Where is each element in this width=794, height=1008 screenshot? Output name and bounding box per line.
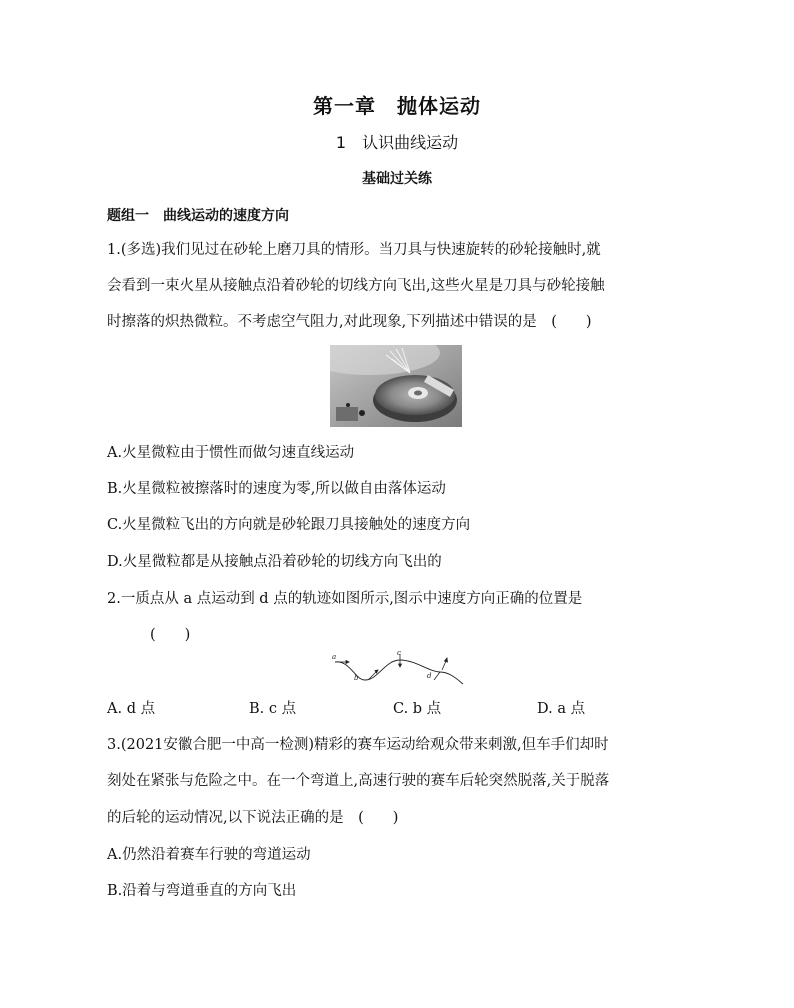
- chapter-title: 第一章 抛体运动: [313, 94, 481, 118]
- label-a: a: [332, 653, 337, 661]
- label-b: b: [354, 674, 359, 682]
- q2-option-d: D. a 点: [537, 701, 586, 717]
- q3-line-2: 刻处在紧张与危险之中。在一个弯道上,高速行驶的赛车后轮突然脱落,关于脱落: [107, 773, 610, 789]
- q1-option-b: B.火星微粒被擦落时的速度为零,所以做自由落体运动: [107, 481, 446, 497]
- label-d: d: [427, 672, 432, 680]
- q3-line-1: 3.(2021安徽合肥一中高一检测)精彩的赛车运动给观众带来刺激,但车手们却时: [107, 737, 609, 753]
- q1-line-2: 会看到一束火星从接触点沿着砂轮的切线方向飞出,这些火星是刀具与砂轮接触: [107, 278, 605, 294]
- q2-option-b: B. c 点: [249, 701, 297, 717]
- q3-option-a: A.仍然沿着赛车行驶的弯道运动: [107, 847, 311, 863]
- label-c: c: [397, 650, 401, 657]
- q2-line-1: 2.一质点从 a 点运动到 d 点的轨迹如图所示,图示中速度方向正确的位置是: [107, 591, 583, 607]
- q1-line-3: 时擦落的炽热微粒。不考虑空气阻力,对此现象,下列描述中错误的是 ( ): [107, 314, 592, 330]
- trajectory-diagram: [330, 650, 465, 692]
- grinding-wheel-photo: [330, 345, 462, 427]
- q2-option-c: C. b 点: [393, 701, 442, 717]
- section-title: 1 认识曲线运动: [335, 133, 459, 152]
- group-title: 题组一 曲线运动的速度方向: [107, 208, 289, 224]
- q1-option-c: C.火星微粒飞出的方向就是砂轮跟刀具接触处的速度方向: [107, 517, 471, 533]
- q3-line-3: 的后轮的运动情况,以下说法正确的是 ( ): [107, 810, 399, 826]
- q2-line-2: ( ): [150, 627, 191, 643]
- q2-option-a: A. d 点: [107, 701, 156, 717]
- q1-line-1: 1.(多选)我们见过在砂轮上磨刀具的情形。当刀具与快速旋转的砂轮接触时,就: [107, 242, 601, 258]
- subheading: 基础过关练: [362, 171, 432, 187]
- q1-option-d: D.火星微粒都是从接触点沿着砂轮的切线方向飞出的: [107, 554, 442, 570]
- q3-option-b: B.沿着与弯道垂直的方向飞出: [107, 883, 297, 899]
- q1-option-a: A.火星微粒由于惯性而做匀速直线运动: [107, 445, 355, 461]
